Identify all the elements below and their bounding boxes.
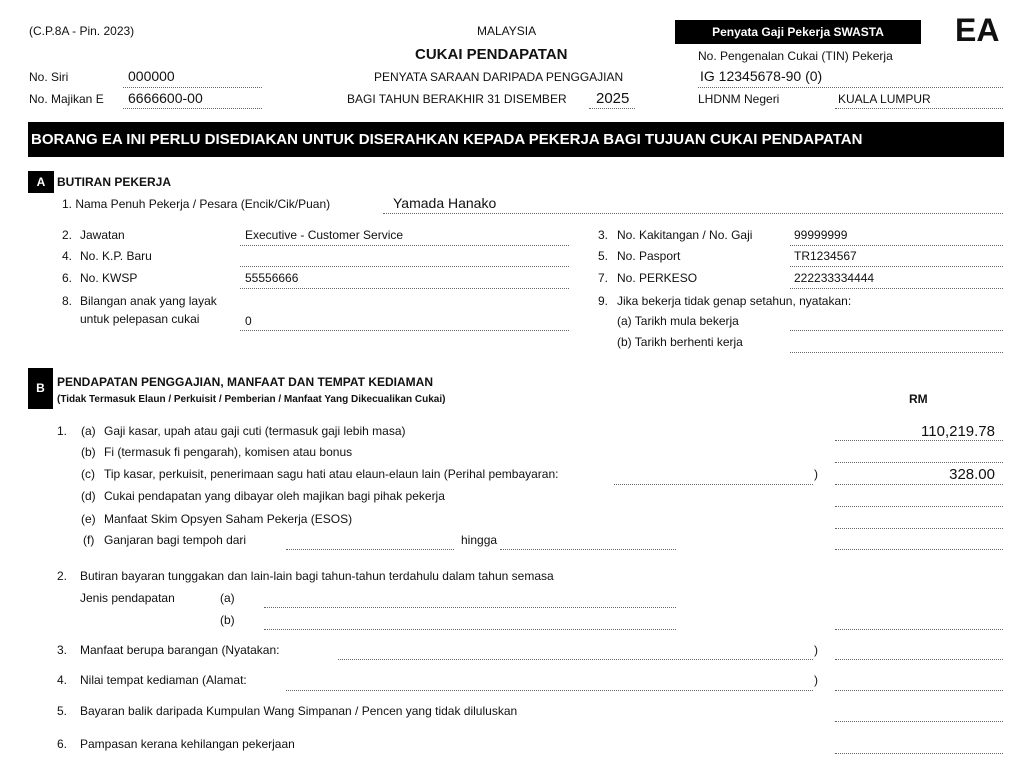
item-b1f-key: (f)	[83, 533, 95, 547]
item-9a-field[interactable]	[790, 330, 1003, 331]
item-b1b-label: Fi (termasuk fi pengarah), komisen atau bonus	[104, 445, 353, 459]
item-9b-field[interactable]	[790, 352, 1003, 353]
item-b1a-underline	[835, 440, 1003, 441]
item-7-label: No. PERKESO	[617, 271, 698, 285]
year-label: BAGI TAHUN BERAKHIR 31 DISEMBER	[347, 92, 567, 106]
employer-label: No. Majikan E	[29, 92, 104, 106]
year-value[interactable]: 2025	[596, 90, 630, 107]
item-b6-amount-field[interactable]	[835, 753, 1003, 754]
section-b-title: PENDAPATAN PENGGAJIAN, MANFAAT DAN TEMPAT KEDIAMAN	[57, 375, 433, 389]
item-b2-amount-field[interactable]	[835, 629, 1003, 630]
item-b1a-label: Gaji kasar, upah atau gaji cuti (termasuk gaji lebih masa)	[104, 424, 406, 438]
page-subtitle: PENYATA SARAAN DARIPADA PENGGAJIAN	[374, 70, 624, 84]
item-b2b-field[interactable]	[264, 629, 676, 630]
item-b4-label: Nilai tempat kediaman (Alamat:	[80, 673, 247, 687]
item-5-num: 5.	[598, 249, 609, 263]
item-9-label: Jika bekerja tidak genap setahun, nyatakan:	[617, 294, 852, 308]
item-b1a-amount[interactable]: 110,219.78	[921, 423, 995, 440]
item-b2a-field[interactable]	[264, 607, 676, 608]
name-value[interactable]: Yamada Hanako	[393, 195, 497, 211]
section-a-letter: A	[28, 171, 54, 193]
item-b2-type-label: Jenis pendapatan	[80, 591, 175, 605]
item-2-num: 2.	[62, 228, 73, 242]
item-5-underline	[790, 266, 1003, 267]
item-b3-num: 3.	[57, 643, 68, 657]
item-8-value[interactable]: 0	[245, 314, 252, 328]
item-6-underline	[240, 288, 569, 289]
item-b3-label: Manfaat berupa barangan (Nyatakan:	[80, 643, 280, 657]
item-b4-amount-field[interactable]	[835, 690, 1003, 691]
item-9-num: 9.	[598, 294, 609, 308]
item-3-value[interactable]: 99999999	[794, 228, 848, 242]
item-8-label: Bilangan anak yang layak	[80, 294, 217, 308]
item-b1c-key: (c)	[81, 467, 95, 481]
item-b4-address-field[interactable]	[286, 690, 813, 691]
item-b1e-underline	[835, 528, 1003, 529]
tin-label: No. Pengenalan Cukai (TIN) Pekerja	[698, 49, 893, 63]
form-code: (C.P.8A - Pin. 2023)	[29, 24, 135, 38]
item-b1a-key: (a)	[81, 424, 96, 438]
item-b5-amount-field[interactable]	[835, 721, 1003, 722]
tin-underline	[698, 87, 1003, 88]
item-5-label: No. Pasport	[617, 249, 681, 263]
item-3-num: 3.	[598, 228, 609, 242]
item-b2b-key: (b)	[220, 613, 235, 627]
item-b1f-hingga: hingga	[461, 533, 498, 547]
name-underline	[383, 213, 1003, 214]
item-b1f-label: Ganjaran bagi tempoh dari	[104, 533, 247, 547]
item-b1c-close-paren: )	[814, 467, 818, 481]
item-b6-label: Pampasan kerana kehilangan pekerjaan	[80, 737, 295, 751]
item-7-num: 7.	[598, 271, 609, 285]
item-b1c-underline	[835, 484, 1003, 485]
item-7-underline	[790, 288, 1003, 289]
item-2-value[interactable]: Executive - Customer Service	[245, 228, 404, 242]
lhdnm-underline	[835, 108, 1003, 109]
item-b2a-key: (a)	[220, 591, 235, 605]
name-label: 1. Nama Penuh Pekerja / Pesara (Encik/Cik/Puan)	[62, 197, 331, 211]
section-a-title: BUTIRAN PEKERJA	[57, 175, 172, 189]
item-2-underline	[240, 245, 569, 246]
currency-label: RM	[909, 392, 928, 406]
item-4-underline	[240, 266, 569, 267]
item-b1f-underline	[835, 549, 1003, 550]
item-9a-label: (a) Tarikh mula bekerja	[617, 314, 739, 328]
item-7-value[interactable]: 222233334444	[794, 271, 875, 285]
item-b6-num: 6.	[57, 737, 68, 751]
item-6-value[interactable]: 55556666	[245, 271, 299, 285]
item-2-label: Jawatan	[80, 228, 125, 242]
year-underline	[589, 108, 635, 109]
lhdnm-value[interactable]: KUALA LUMPUR	[838, 92, 931, 106]
item-9b-label: (b) Tarikh berhenti kerja	[617, 335, 743, 349]
item-b5-label: Bayaran balik daripada Kumpulan Wang Simpanan / Pencen yang tidak diluluskan	[80, 704, 518, 718]
form-badge: Penyata Gaji Pekerja SWASTA	[675, 20, 921, 44]
serial-value[interactable]: 000000	[128, 68, 175, 84]
employer-underline	[123, 108, 262, 109]
notice-banner: BORANG EA INI PERLU DISEDIAKAN UNTUK DISERAHKAN KEPADA PEKERJA BAGI TUJUAN CUKAI PENDAPATAN	[28, 122, 1004, 157]
item-b1f-to-field[interactable]	[500, 549, 676, 550]
item-8-num: 8.	[62, 294, 73, 308]
item-8-underline	[240, 330, 569, 331]
item-b2-label: Butiran bayaran tunggakan dan lain-lain bagi tahun-tahun terdahulu dalam tahun semasa	[80, 569, 554, 583]
item-b1d-label: Cukai pendapatan yang dibayar oleh majikan bagi pihak pekerja	[104, 489, 445, 503]
item-b1f-from-field[interactable]	[286, 549, 454, 550]
item-b1c-amount[interactable]: 328.00	[949, 466, 995, 483]
item-b4-num: 4.	[57, 673, 68, 687]
item-b1-num: 1.	[57, 424, 68, 438]
item-b1d-key: (d)	[81, 489, 96, 503]
item-b5-num: 5.	[57, 704, 68, 718]
item-4-num: 4.	[62, 249, 73, 263]
item-8-label-2: untuk pelepasan cukai	[80, 312, 200, 326]
lhdnm-label: LHDNM Negeri	[698, 92, 780, 106]
item-3-underline	[790, 245, 1003, 246]
section-b-subtitle: (Tidak Termasuk Elaun / Perkuisit / Pemberian / Manfaat Yang Dikecualikan Cukai)	[57, 394, 446, 405]
item-b3-amount-field[interactable]	[835, 659, 1003, 660]
page-title: CUKAI PENDAPATAN	[415, 46, 568, 63]
section-b-letter: B	[28, 368, 53, 409]
item-b1b-key: (b)	[81, 445, 96, 459]
item-b1e-label: Manfaat Skim Opsyen Saham Pekerja (ESOS)	[104, 512, 353, 526]
item-4-label: No. K.P. Baru	[80, 249, 152, 263]
item-3-label: No. Kakitangan / No. Gaji	[617, 228, 753, 242]
serial-underline	[123, 87, 262, 88]
employer-value[interactable]: 6666600-00	[128, 90, 203, 106]
item-b3-description-field[interactable]	[338, 659, 813, 660]
country-label: MALAYSIA	[477, 24, 537, 38]
item-b1c-description-field[interactable]	[614, 484, 813, 485]
item-b2-num: 2.	[57, 569, 68, 583]
item-b1e-key: (e)	[81, 512, 96, 526]
item-b1d-underline	[835, 506, 1003, 507]
item-5-value[interactable]: TR1234567	[794, 249, 857, 263]
item-b1c-label: Tip kasar, perkuisit, penerimaan sagu hati atau elaun-elaun lain (Perihal pembayaran:	[104, 467, 559, 481]
item-b1b-underline	[835, 462, 1003, 463]
item-b4-close-paren: )	[814, 673, 818, 687]
item-6-label: No. KWSP	[80, 271, 138, 285]
form-id: EA	[955, 12, 1000, 48]
serial-label: No. Siri	[29, 70, 69, 84]
item-b3-close-paren: )	[814, 643, 818, 657]
tin-value[interactable]: IG 12345678-90 (0)	[700, 68, 823, 84]
item-6-num: 6.	[62, 271, 73, 285]
